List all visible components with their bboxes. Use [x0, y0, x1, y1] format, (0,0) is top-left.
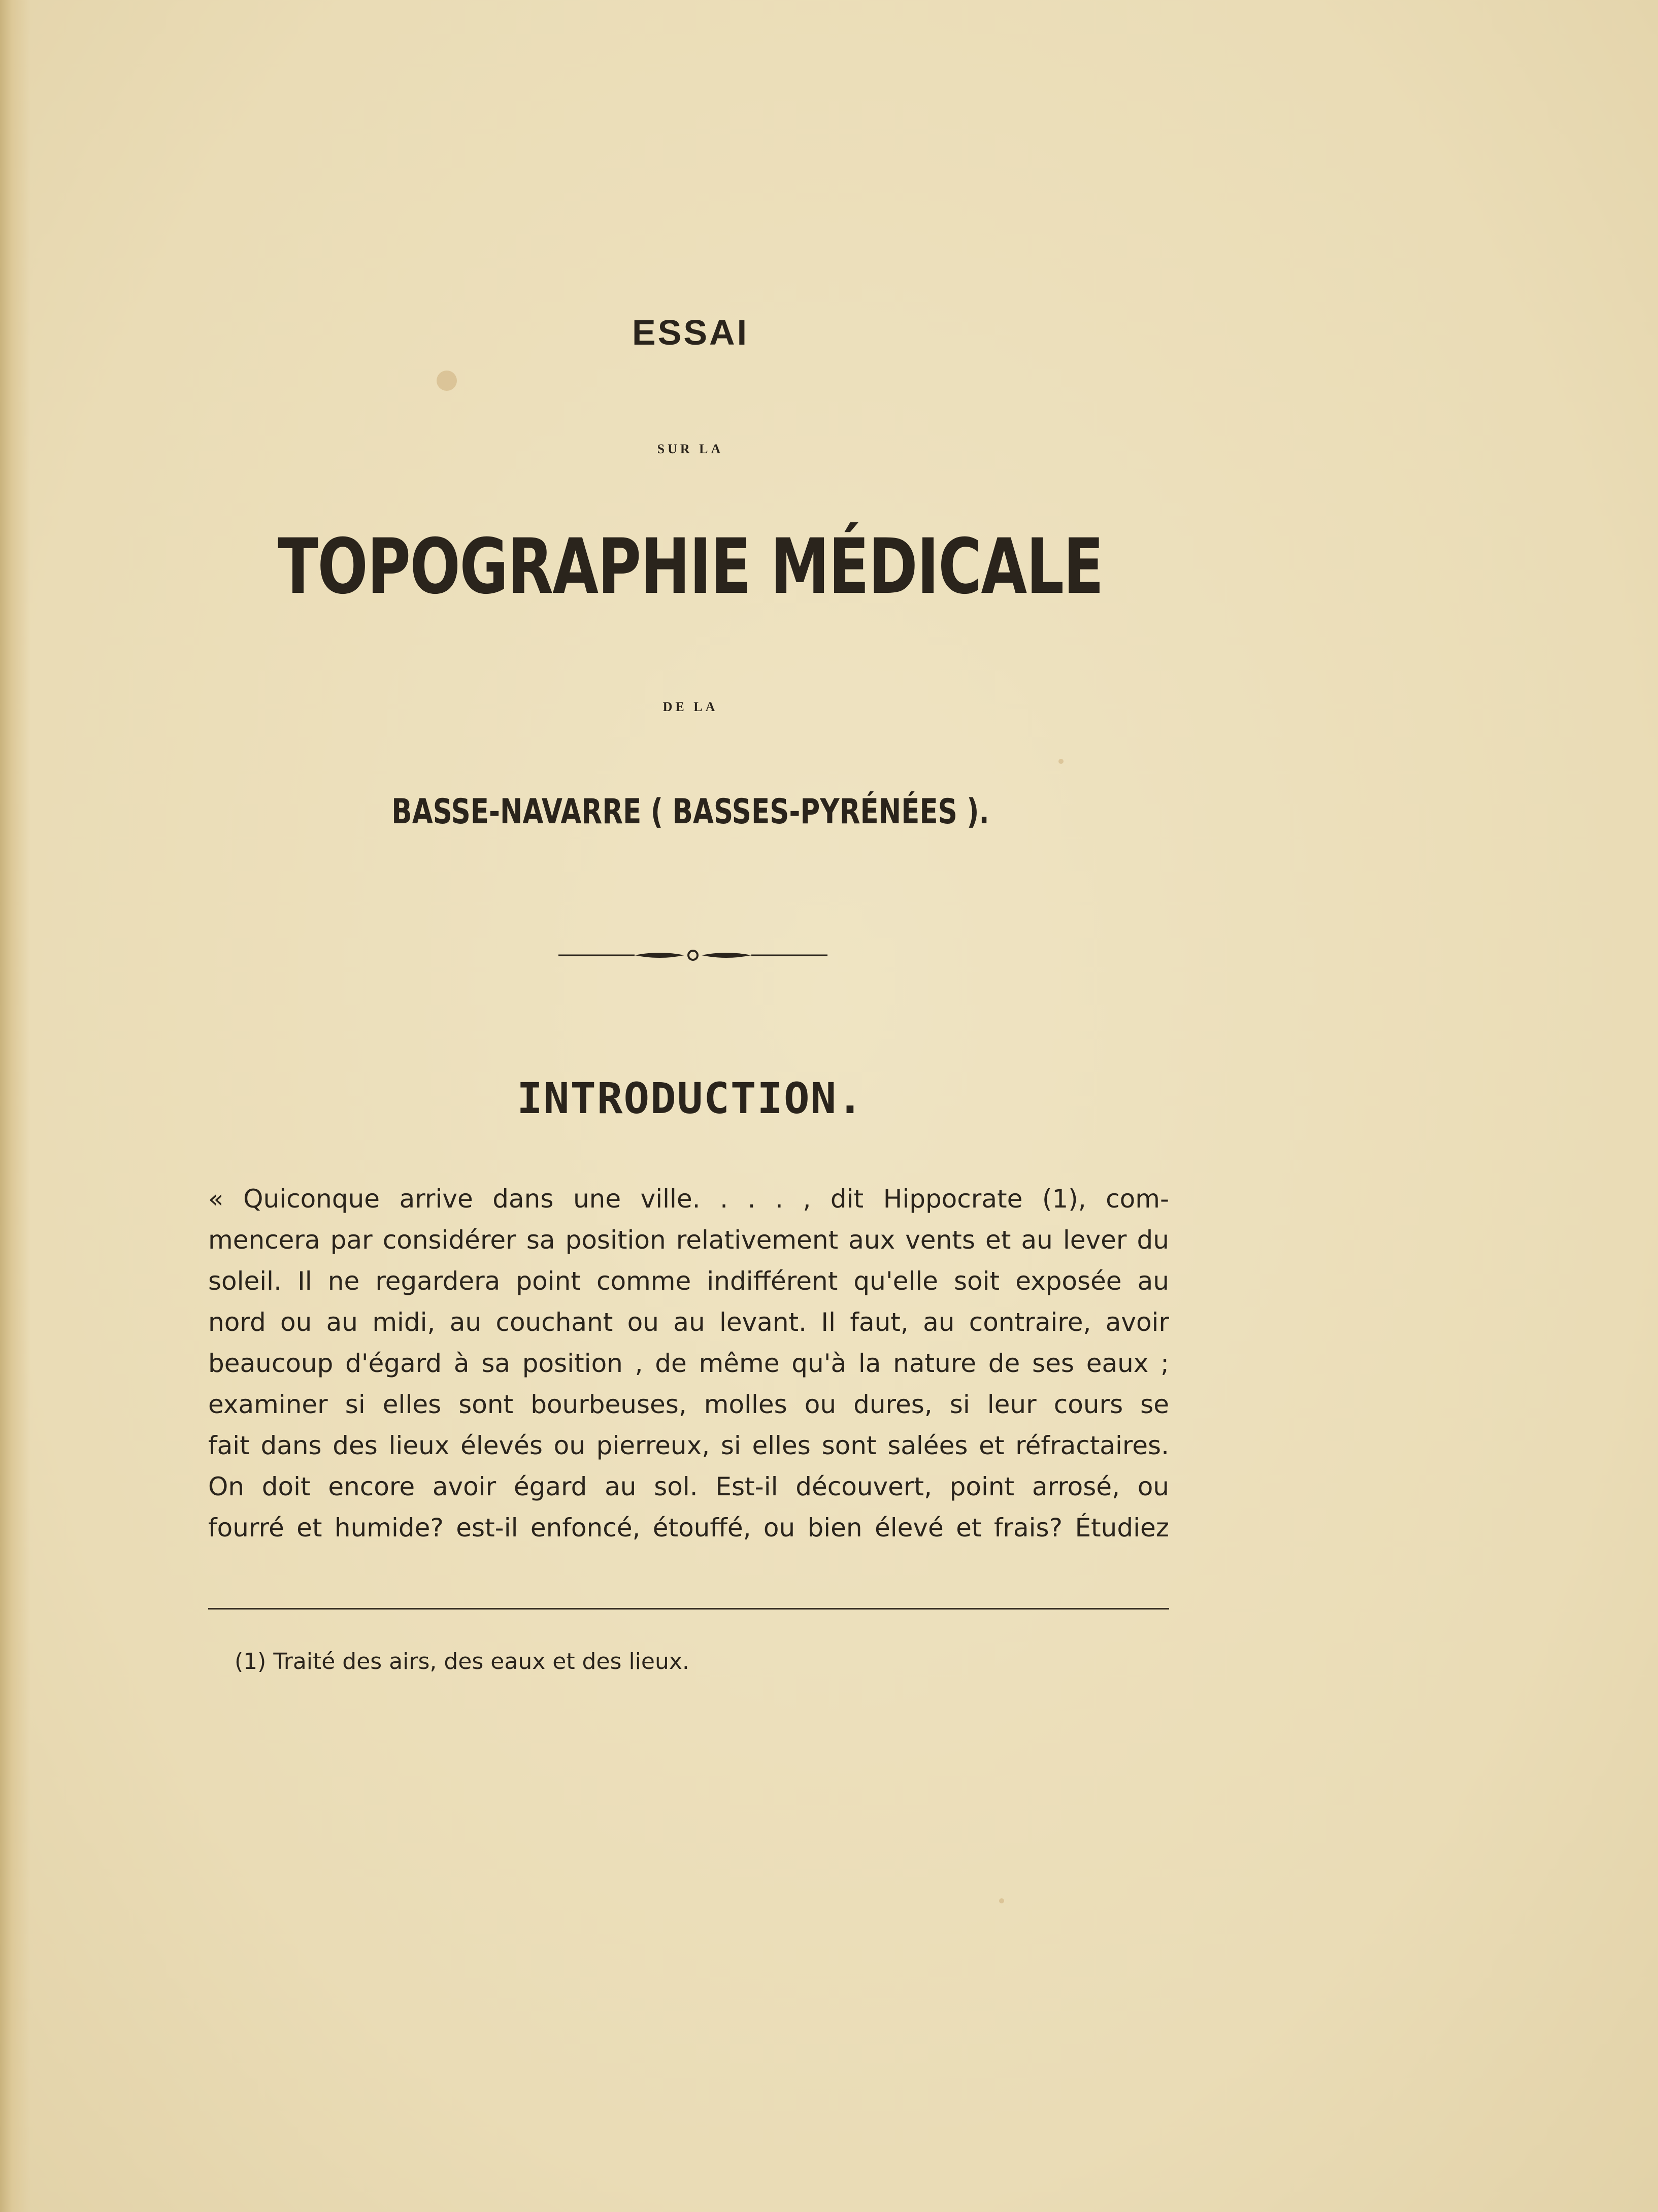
paper-stain — [999, 1898, 1004, 1903]
body-line: On doit encore avoir égard au sol. Est-il découvert, point arrosé, ou — [208, 1472, 1169, 1501]
body-text — [208, 1179, 1169, 1549]
section-heading: INTRODUCTION. — [517, 1074, 864, 1123]
de-la-label: DE LA — [662, 699, 718, 714]
paper-stain — [437, 371, 457, 391]
footnote-divider — [208, 1608, 1169, 1610]
ornamental-divider-icon — [558, 945, 827, 965]
essai-heading: ESSAI — [632, 313, 749, 352]
body-line: beaucoup d'égard à sa position , de même qu'à la nature de ses eaux ; — [208, 1349, 1169, 1378]
body-line: fourré et humide? est-il enfoncé, étouffé, ou bien élevé et frais? Étudiez — [208, 1513, 1169, 1543]
body-line: « Quiconque arrive dans une ville. . . . , dit Hippocrate (1), com- — [208, 1184, 1169, 1214]
footnote: (1) Traité des airs, des eaux et des lieux. — [235, 1649, 689, 1674]
body-line: nord ou au midi, au couchant ou au levant. Il faut, au contraire, avoir — [208, 1308, 1169, 1337]
paper-stain — [1058, 759, 1064, 764]
body-line: mencera par considérer sa position relativement aux vents et au lever du — [208, 1225, 1169, 1255]
page-title: TOPOGRAPHIE MÉDICALE — [278, 523, 1103, 611]
page-subtitle: BASSE-NAVARRE ( BASSES-PYRÉNÉES ). — [391, 792, 989, 832]
body-line: fait dans des lieux élevés ou pierreux, si elles sont salées et réfractaires. — [208, 1431, 1169, 1460]
body-line: examiner si elles sont bourbeuses, molles ou dures, si leur cours se — [208, 1390, 1169, 1419]
body-line: soleil. Il ne regardera point comme indifférent qu'elle soit exposée au — [208, 1266, 1169, 1296]
sur-la-label: SUR LA — [657, 442, 724, 456]
